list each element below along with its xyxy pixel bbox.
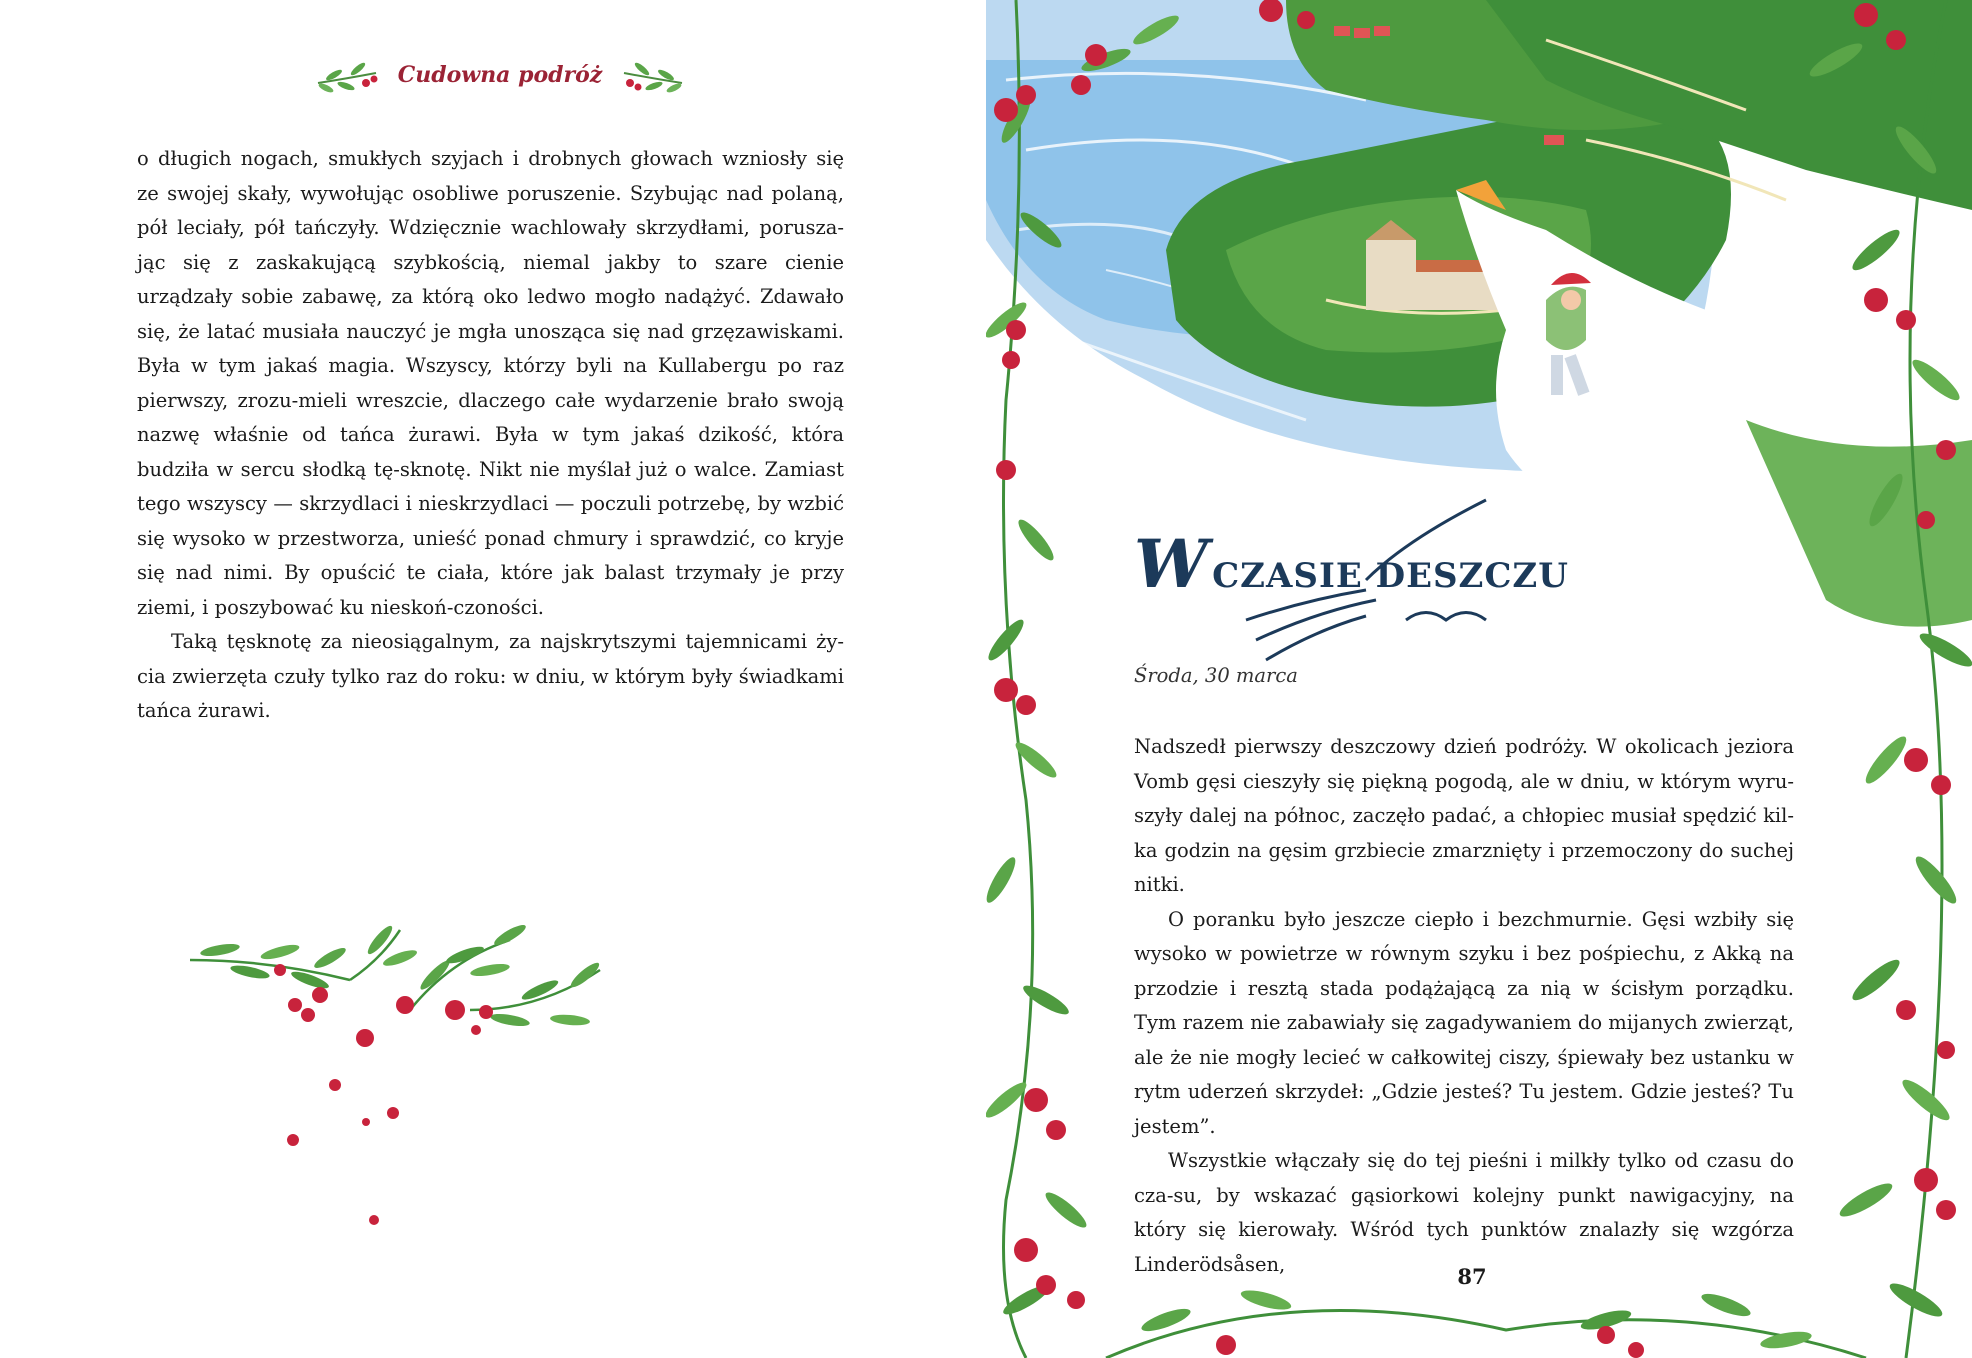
running-head-title: Cudowna podróż bbox=[397, 62, 603, 88]
chapter-title-text: CZASIE DESZCZU bbox=[1212, 556, 1569, 596]
sprig-left-icon bbox=[314, 53, 384, 97]
right-paragraph-3: Wszystkie włączały się do tej pieśni i milkły tylko od czasu do cza-su, by wskazać gąsiorkowi kolejny punkt nawigacyjny, na który się kierowały. Wśród tych punktów znalazły się wzgórza Linderödsåsen, bbox=[1134, 1149, 1794, 1276]
left-paragraph-1: o długich nogach, smukłych szyjach i drobnych głowach wzniosły się ze swojej skały, wywołując osobliwe poruszenie. Szybując nad polaną, pół leciały, pół tańczyły. Wdzięcznie wachlowały skrzydłami, porusza-jąc się z zaskakującą szybkością, niemal jakby to szare cienie urządzały sobie zabawę, za którą oko ledwo mogło nadążyć. Zdawało się, że latać musiała nauczyć je mgła unosząca się nad grzęzawiskami. Była w tym jakaś magia. Wszyscy, którzy byli na Kullabergu po raz pierwszy, zrozu-mieli wreszcie, dlaczego całe wydarzenie brało swoją nazwę właśnie od tańca żurawi. Była w tym jakaś dzikość, która budziła w sercu słodką tę-sknotę. Nikt nie myślał już o walce. Zamiast tego wszyscy — skrzydlaci i nieskrzydlaci — poczuli potrzebę, by wzbić się wysoko w przestworza, unieść ponad chmury i sprawdzić, co kryje się nad nimi. By opuścić te ciała, które jak balast trzymały je przy ziemi, i poszybować ku nieskoń-czoności. bbox=[137, 147, 844, 619]
branch-2 bbox=[350, 923, 419, 980]
right-paragraph-1: Nadszedł pierwszy deszczowy dzień podróży. W okolicach jeziora Vomb gęsi cieszyły się piękną pogodą, ale w dniu, w którym wyru-szyły dalej na północ, zaczęło padać, a chłopiec musiał spędzić kil-ka godzin na gęsim grzbiecie zmarznięty i przemoczony do suchej nitki. bbox=[1134, 735, 1794, 896]
left-body-text bbox=[137, 142, 844, 729]
branch-1 bbox=[190, 942, 350, 992]
branch-3 bbox=[410, 922, 528, 1010]
right-paragraph-2: O poranku było jeszcze ciepło i bezchmurnie. Gęsi wzbiły się wysoko w powietrze w równym szyku i bez pośpiechu, z Akką na przodzie i resztą stada podążającą za nią w ścisłym porządku. Tym razem nie zabawiały się zagadywaniem do mijanych zwierząt, ale że nie mogły lecieć w całkowitej ciszy, śpiewały bez ustanku w rytm uderzeń skrzydeł: „Gdzie jesteś? Tu jestem. Gdzie jesteś? Tu jestem”. bbox=[1134, 907, 1794, 1138]
sprig-right-icon bbox=[616, 53, 686, 97]
page-number: 87 bbox=[1457, 1264, 1487, 1289]
chapter-date: Środa, 30 marca bbox=[1134, 664, 1298, 687]
chapter-title bbox=[1134, 525, 1594, 603]
running-head bbox=[310, 60, 690, 90]
cranberry-branches-illustration bbox=[180, 920, 700, 1250]
chapter-title-initial: W bbox=[1134, 525, 1207, 603]
right-body-text bbox=[1134, 730, 1794, 1282]
right-page bbox=[986, 0, 1972, 1358]
left-paragraph-2: Taką tęsknotę za nieosiągalnym, za najskrytszymi tajemnicami ży-cia zwierzęta czuły tylko raz do roku: w dniu, w którym były świadkami tańca żurawi. bbox=[137, 630, 844, 722]
berries bbox=[274, 964, 493, 1225]
